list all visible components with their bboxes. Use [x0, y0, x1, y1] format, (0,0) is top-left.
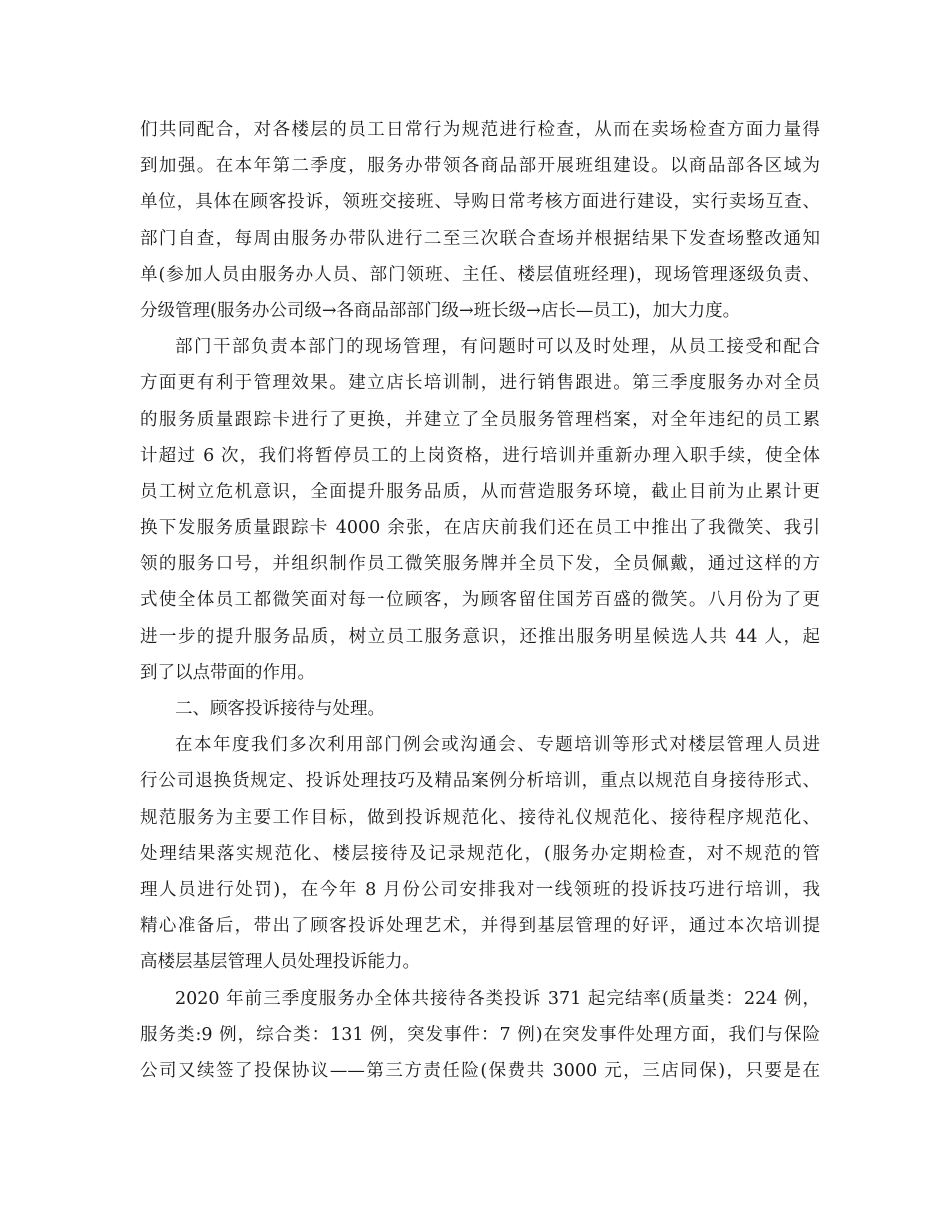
- text-line: 精心准备后，带出了顾客投诉处理艺术，并得到基层管理的好评，通过本次培训提: [140, 916, 820, 937]
- text-line: 处理结果落实规范化、楼层接待及记录规范化，(服务办定期检查，对不规范的管: [140, 843, 820, 864]
- text-line: 到了以点带面的作用。: [140, 662, 315, 683]
- text-line: 式使全体员工都微笑面对每一位顾客，为顾客留住国芳百盛的微笑。八月份为了更: [140, 590, 820, 611]
- text-line: 换下发服务质量跟踪卡 4000 余张，在店庆前我们还在员工中推出了我微笑、我引: [140, 518, 820, 539]
- text-line: 部门自查，每周由服务办带队进行二至三次联合查场并根据结果下发查场整改通知: [140, 228, 820, 249]
- text-line: 服务类:9 例，综合类：131 例，突发事件：7 例)在突发事件处理方面，我们与保险: [140, 1024, 820, 1045]
- text-line: 单位，具体在顾客投诉，领班交接班、导购日常考核方面进行建设，实行卖场互查、: [140, 192, 820, 213]
- text-line: 员工树立危机意识，全面提升服务品质，从而营造服务环境，截止目前为止累计更: [140, 481, 820, 502]
- text-line: 的服务质量跟踪卡进行了更换，并建立了全员服务管理档案，对全年违纪的员工累: [140, 409, 820, 430]
- text-line: 部门干部负责本部门的现场管理，有问题时可以及时处理，从员工接受和配合: [175, 337, 820, 358]
- text-line: 高楼层基层管理人员处理投诉能力。: [140, 952, 420, 973]
- text-line: 分级管理(服务办公司级→各商品部部门级→班长级→店长—员工)，加大力度。: [140, 300, 741, 321]
- document-body: [140, 112, 820, 1089]
- text-line: 行公司退换货规定、投诉处理技巧及精品案例分析培训，重点以规范自身接待形式、: [140, 771, 820, 792]
- text-line: 在本年度我们多次利用部门例会或沟通会、专题培训等形式对楼层管理人员进: [175, 735, 820, 756]
- text-line: 领的服务口号，并组织制作员工微笑服务牌并全员下发，全员佩戴，通过这样的方: [140, 554, 820, 575]
- text-line: 公司又续签了投保协议——第三方责任险(保费共 3000 元，三店同保)，只要是在: [140, 1060, 820, 1081]
- text-line: 计超过 6 次，我们将暂停员工的上岗资格，进行培训并重新办理入职手续，使全体: [140, 445, 820, 466]
- text-line: 理人员进行处罚)，在今年 8 月份公司安排我对一线领班的投诉技巧进行培训，我: [140, 879, 820, 900]
- text-line: 单(参加人员由服务办人员、部门领班、主任、楼层值班经理)，现场管理逐级负责、: [140, 264, 820, 285]
- text-line: 方面更有利于管理效果。建立店长培训制，进行销售跟进。第三季度服务办对全员: [140, 373, 820, 394]
- text-line: 到加强。在本年第二季度，服务办带领各商品部开展班组建设。以商品部各区域为: [140, 156, 820, 177]
- text-line: 2020 年前三季度服务办全体共接待各类投诉 371 起完结率(质量类：224 例，: [175, 988, 820, 1009]
- text-line: 二、顾客投诉接待与处理。: [175, 699, 385, 719]
- text-line: 们共同配合，对各楼层的员工日常行为规范进行检查，从而在卖场检查方面力量得: [140, 120, 820, 140]
- text-line: 规范服务为主要工作目标，做到投诉规范化、接待礼仪规范化、接待程序规范化、: [140, 807, 820, 828]
- text-line: 进一步的提升服务品质，树立员工服务意识，还推出服务明星候选人共 44 人，起: [140, 626, 820, 647]
